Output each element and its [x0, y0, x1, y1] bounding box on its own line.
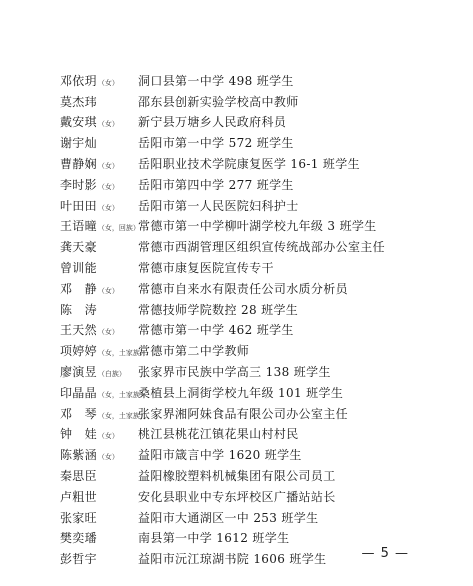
- person-name: 王天然: [60, 323, 97, 338]
- person-name: 樊奕璠: [60, 531, 97, 546]
- person-note: （女）: [97, 162, 119, 171]
- person-description: 岳阳市第四中学 277 班学生: [138, 177, 294, 192]
- person-cell: [60, 529, 138, 546]
- person-note: （女，回族）: [97, 224, 140, 233]
- person-description: 张家界湘阿妹食品有限公司办公室主任: [138, 406, 348, 421]
- list-item: [60, 320, 430, 341]
- person-name: 彭哲宇: [60, 552, 97, 567]
- person-cell: [60, 509, 138, 526]
- list-item: [60, 403, 430, 424]
- person-description: 常德市西湖管理区组织宣传统战部办公室主任: [138, 240, 386, 255]
- list-item: [60, 507, 430, 528]
- person-note: （女）: [97, 120, 119, 129]
- person-cell: [60, 488, 138, 505]
- person-description: 岳阳职业技术学院康复医学 16-1 班学生: [138, 157, 360, 172]
- person-name: 戴安琪: [60, 115, 97, 130]
- person-description: 益阳橡胶塑料机械集团有限公司员工: [138, 469, 336, 484]
- person-name: 谢宇灿: [60, 136, 97, 151]
- list-item: [60, 465, 430, 486]
- list-item: [60, 236, 430, 257]
- person-description: 常德市自来水有限责任公司水质分析员: [138, 281, 348, 296]
- person-description: 邵东县创新实验学校高中教师: [138, 94, 299, 109]
- person-description: 岳阳市第一中学 572 班学生: [138, 136, 294, 151]
- person-description: 常德市第一中学柳叶湖学校九年级 3 班学生: [138, 219, 377, 234]
- person-name: 张家旺: [60, 510, 97, 525]
- person-cell: [60, 113, 138, 130]
- person-description: 南县第一中学 1612 班学生: [138, 531, 290, 546]
- person-cell: [60, 384, 147, 401]
- person-cell: [60, 176, 138, 193]
- list-item: [60, 195, 430, 216]
- page-number: — 5 —: [361, 546, 409, 561]
- list-item: [60, 112, 430, 133]
- person-note: （女）: [97, 453, 119, 462]
- person-cell: [60, 301, 138, 318]
- person-description: 常德市第一中学 462 班学生: [138, 323, 294, 338]
- person-cell: [60, 550, 138, 567]
- list-item: [60, 132, 430, 153]
- person-name: 陈紫涵: [60, 448, 97, 463]
- person-note: （女）: [97, 286, 119, 295]
- person-cell: [60, 93, 138, 110]
- person-name: 王语曈: [60, 219, 97, 234]
- person-note: （白族）: [97, 370, 126, 379]
- person-cell: [60, 155, 138, 172]
- person-name: 李时影: [60, 177, 97, 192]
- person-name: 叶田田: [60, 198, 97, 213]
- person-note: （女）: [97, 78, 119, 87]
- list-item: [60, 361, 430, 382]
- person-note: （女，土家族）: [97, 390, 147, 399]
- person-name: 曾训能: [60, 261, 97, 276]
- person-description: 新宁县万塘乡人民政府科员: [138, 115, 287, 130]
- list-item: [60, 278, 430, 299]
- person-description: 桑植县上洞街学校九年级 101 班学生: [138, 385, 344, 400]
- list-item: [60, 382, 430, 403]
- person-cell: [60, 446, 138, 463]
- person-description: 张家界市民族中学高三 138 班学生: [138, 365, 331, 380]
- person-cell: [60, 363, 138, 380]
- list-item: [60, 153, 430, 174]
- person-note: （女，土家族）: [97, 411, 147, 420]
- person-name: 印晶晶: [60, 385, 97, 400]
- list-item: [60, 257, 430, 278]
- person-description: 益阳市箴言中学 1620 班学生: [138, 448, 302, 463]
- person-name: 廖演昱: [60, 365, 97, 380]
- list-item: [60, 424, 430, 445]
- person-cell: [60, 342, 147, 359]
- person-description: 常德市康复医院宣传专干: [138, 261, 274, 276]
- list-item: [60, 91, 430, 112]
- list-item: [60, 216, 430, 237]
- person-cell: [60, 197, 138, 214]
- person-name: 莫杰玮: [60, 94, 97, 109]
- person-description: 常德市第二中学教师: [138, 344, 250, 359]
- person-description: 洞口县第一中学 498 班学生: [138, 73, 294, 88]
- list-item: [60, 444, 430, 465]
- person-name: 钟 娃: [60, 427, 97, 442]
- person-cell: [60, 259, 138, 276]
- person-cell: [60, 217, 138, 234]
- person-name: 项婷婷: [60, 344, 97, 359]
- person-note: （女）: [97, 432, 119, 441]
- name-list: [60, 70, 430, 569]
- person-name: 龚天豪: [60, 240, 97, 255]
- person-note: （女）: [97, 328, 119, 337]
- person-cell: [60, 134, 138, 151]
- person-cell: [60, 425, 138, 442]
- list-item: [60, 174, 430, 195]
- list-item: [60, 486, 430, 507]
- person-description: 益阳市沅江琼湖书院 1606 班学生: [138, 552, 327, 567]
- person-cell: [60, 280, 138, 297]
- person-description: 益阳市大通湖区一中 253 班学生: [138, 510, 319, 525]
- person-cell: [60, 321, 138, 338]
- person-name: 曹静娴: [60, 157, 97, 172]
- list-item: [60, 340, 430, 361]
- person-name: 邓 静: [60, 281, 97, 296]
- person-cell: [60, 467, 138, 484]
- person-cell: [60, 72, 138, 89]
- person-name: 卢粗世: [60, 489, 97, 504]
- person-description: 岳阳市第一人民医院妇科护士: [138, 198, 299, 213]
- person-note: （女）: [97, 182, 119, 191]
- list-item: [60, 70, 430, 91]
- person-note: （女，土家族）: [97, 349, 147, 358]
- person-cell: [60, 238, 138, 255]
- person-cell: [60, 405, 147, 422]
- person-description: 安化县职业中专东坪校区广播站站长: [138, 489, 336, 504]
- person-name: 邓 琴: [60, 406, 97, 421]
- person-name: 陈 涛: [60, 302, 97, 317]
- person-description: 常德技师学院数控 28 班学生: [138, 302, 299, 317]
- person-note: （女）: [97, 203, 119, 212]
- person-description: 桃江县桃花江镇花果山村村民: [138, 427, 299, 442]
- list-item: [60, 299, 430, 320]
- person-name: 邓依玥: [60, 73, 97, 88]
- person-name: 秦思臣: [60, 469, 97, 484]
